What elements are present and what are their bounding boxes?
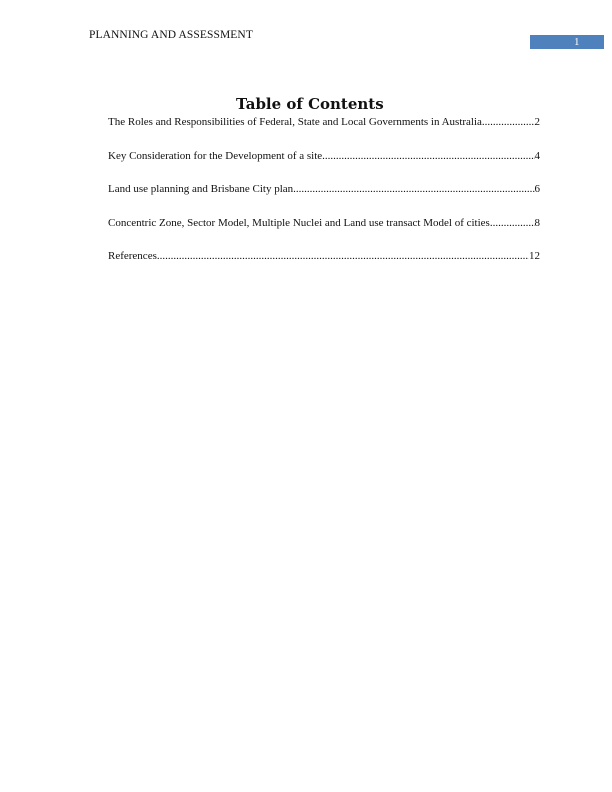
toc-entry-page: 12 bbox=[529, 250, 540, 262]
page-number-badge bbox=[530, 35, 604, 49]
toc-dot-leader bbox=[490, 216, 535, 230]
toc-entry-text: Land use planning and Brisbane City plan bbox=[108, 183, 294, 195]
page-number: 1 bbox=[574, 36, 580, 48]
toc-entry[interactable] bbox=[108, 149, 540, 163]
toc-entry-text: The Roles and Responsibilities of Federal, State and Local Governments in Australia bbox=[108, 116, 482, 128]
toc-entry[interactable] bbox=[108, 182, 540, 196]
toc-entry-text: Concentric Zone, Sector Model, Multiple Nuclei and Land use transact Model of cities bbox=[108, 216, 490, 229]
toc-entry[interactable] bbox=[108, 216, 540, 230]
toc-entry[interactable] bbox=[108, 249, 540, 263]
toc-entry-page: 6 bbox=[534, 183, 540, 195]
toc-list bbox=[108, 115, 540, 283]
toc-entry-text: References bbox=[108, 250, 157, 262]
toc-entry-page: 4 bbox=[534, 149, 540, 162]
toc-entry-page: 8 bbox=[534, 216, 540, 229]
toc-dot-leader bbox=[482, 115, 535, 129]
toc-dot-leader bbox=[322, 149, 534, 163]
running-head: PLANNING AND ASSESSMENT bbox=[89, 29, 253, 41]
toc-dot-leader bbox=[293, 182, 534, 196]
toc-entry-page: 2 bbox=[534, 116, 540, 128]
toc-entry-text: Key Consideration for the Development of a site bbox=[108, 149, 323, 162]
toc-dot-leader bbox=[157, 249, 529, 263]
toc-entry[interactable] bbox=[108, 115, 540, 129]
toc-title: Table of Contents bbox=[236, 95, 384, 113]
